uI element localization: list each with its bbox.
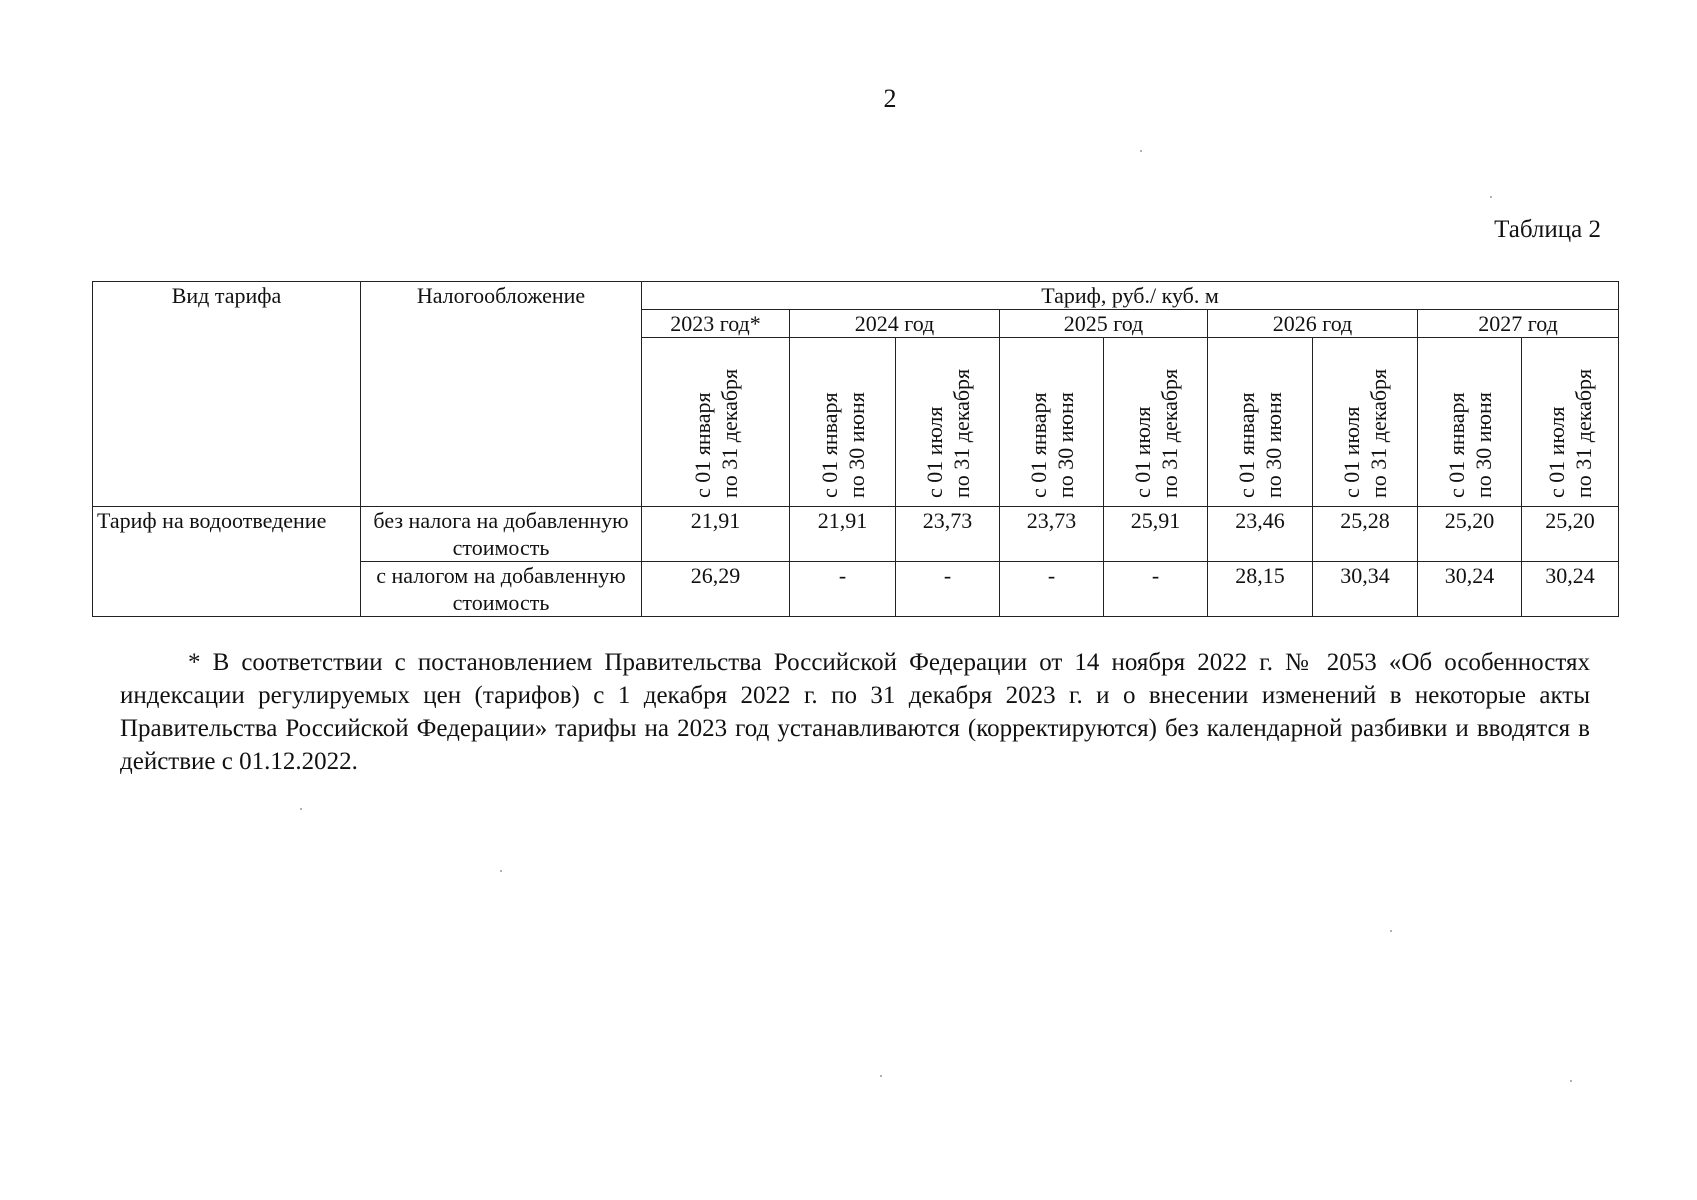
header-tariff-unit: Тариф, руб./ куб. м: [642, 282, 1619, 310]
header-period: [1208, 338, 1313, 507]
tax-cell: с налогом на добавленную стоимость: [361, 562, 642, 617]
tax-cell: без налога на добавленную стоимость: [361, 507, 642, 562]
period-label: с 01 января по 30 июня: [1234, 392, 1286, 498]
scan-speck: [1140, 150, 1142, 152]
value-cell: 21,91: [790, 507, 896, 562]
header-period: [1418, 338, 1522, 507]
header-period: [896, 338, 1000, 507]
value-cell: 23,46: [1208, 507, 1313, 562]
value-cell: 28,15: [1208, 562, 1313, 617]
period-label: с 01 января по 30 июня: [1443, 392, 1496, 498]
scan-speck: [880, 1075, 882, 1077]
value-cell: 30,24: [1418, 562, 1522, 617]
scan-speck: [500, 870, 502, 872]
header-period: [1313, 338, 1418, 507]
value-cell: 30,24: [1522, 562, 1619, 617]
period-label: с 01 июля по 31 декабря: [921, 368, 974, 498]
header-taxation: Налогообложение: [361, 282, 642, 507]
value-cell: 30,34: [1313, 562, 1418, 617]
footnote: * В соответствии с постановлением Правительства Российской Федерации от 14 ноября 2022 г. № 2053 «Об особенностях индексации регулируемых цен (тарифов) с 1 декабря 2022 г. по 31 декабря 2023 г. и о внесении изменений в некоторые акты Правительства Российской Федерации» тарифы на 2023 год устанавливаются (корректируются) без календарной разбивки и вводятся в действие с 01.12.2022.: [120, 649, 1590, 775]
tariff-type-cell: Тариф на водоотведение: [93, 507, 361, 617]
value-cell: -: [1104, 562, 1208, 617]
period-label: с 01 июля по 31 декабря: [1339, 368, 1391, 498]
value-cell: -: [790, 562, 896, 617]
value-cell: 25,20: [1522, 507, 1619, 562]
header-year: 2024 год: [790, 310, 1000, 338]
scan-speck: [300, 808, 302, 810]
scan-speck: [1570, 1080, 1572, 1082]
scan-speck: [1390, 930, 1392, 932]
header-year: 2026 год: [1208, 310, 1418, 338]
header-period: [1104, 338, 1208, 507]
period-label: с 01 января по 31 декабря: [689, 368, 742, 498]
table-caption: Таблица 2: [1494, 216, 1601, 243]
value-cell: 26,29: [642, 562, 790, 617]
header-tariff-type: Вид тарифа: [93, 282, 361, 507]
header-period: [1000, 338, 1104, 507]
value-cell: 21,91: [642, 507, 790, 562]
value-cell: 23,73: [896, 507, 1000, 562]
value-cell: 25,28: [1313, 507, 1418, 562]
value-cell: -: [1000, 562, 1104, 617]
scan-speck: [1490, 196, 1492, 198]
header-year: 2025 год: [1000, 310, 1208, 338]
value-cell: 25,20: [1418, 507, 1522, 562]
value-cell: 25,91: [1104, 507, 1208, 562]
period-label: с 01 июля по 31 декабря: [1544, 368, 1596, 498]
header-year: 2027 год: [1418, 310, 1619, 338]
period-label: с 01 января по 30 июня: [1025, 392, 1078, 498]
period-label: с 01 июля по 31 декабря: [1129, 368, 1182, 498]
period-label: с 01 января по 30 июня: [816, 392, 869, 498]
header-year: 2023 год*: [642, 310, 790, 338]
header-period: [642, 338, 790, 507]
table-row: [93, 507, 1619, 562]
value-cell: -: [896, 562, 1000, 617]
page-number: 2: [883, 84, 897, 113]
tariff-table: [92, 281, 1619, 617]
value-cell: 23,73: [1000, 507, 1104, 562]
header-period: [1522, 338, 1619, 507]
header-period: [790, 338, 896, 507]
